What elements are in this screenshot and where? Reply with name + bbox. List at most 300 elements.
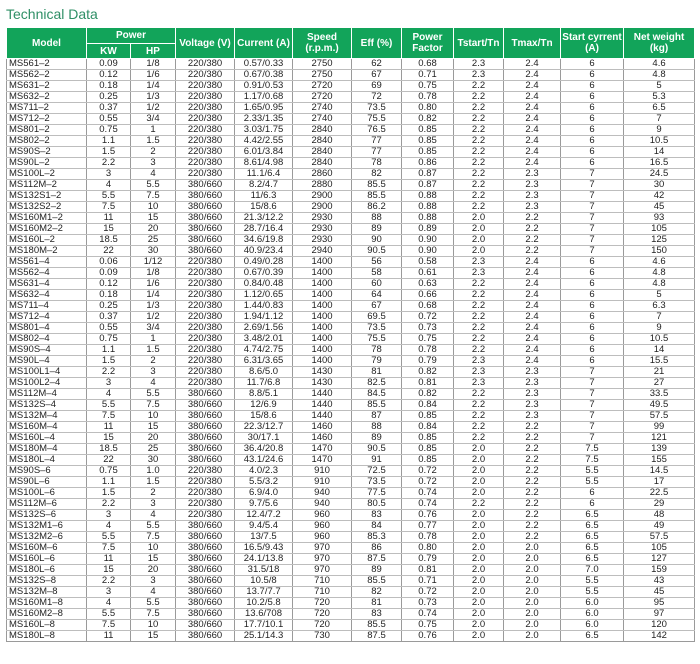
cell-current: 8.8/5.1 [235, 389, 293, 400]
cell-voltage: 380/660 [176, 620, 235, 631]
cell-tmax: 2.0 [504, 543, 561, 554]
cell-net-weight: 4.8 [624, 279, 695, 290]
cell-tstart: 2.0 [454, 609, 504, 620]
header-model: Model [7, 28, 87, 59]
cell-kw: 1.5 [87, 488, 131, 499]
cell-tmax: 2.4 [504, 103, 561, 114]
cell-tstart: 2.3 [454, 356, 504, 367]
cell-tstart: 2.0 [454, 477, 504, 488]
cell-speed: 1400 [293, 301, 352, 312]
table-row [7, 70, 695, 81]
cell-tstart: 2.0 [454, 631, 504, 642]
cell-net-weight: 6.3 [624, 301, 695, 312]
cell-model: MS631–2 [7, 81, 87, 92]
table-row [7, 543, 695, 554]
cell-eff: 90.5 [352, 246, 402, 257]
cell-model: MS132M1–6 [7, 521, 87, 532]
table-row [7, 587, 695, 598]
cell-current: 24.1/13.8 [235, 554, 293, 565]
cell-net-weight: 121 [624, 433, 695, 444]
cell-voltage: 380/660 [176, 598, 235, 609]
cell-kw: 2.2 [87, 576, 131, 587]
cell-tstart: 2.0 [454, 224, 504, 235]
cell-hp: 15 [131, 631, 176, 642]
cell-start-current: 7.0 [561, 565, 624, 576]
table-row [7, 158, 695, 169]
cell-power-factor: 0.73 [402, 323, 454, 334]
cell-power-factor: 0.88 [402, 191, 454, 202]
cell-kw: 11 [87, 631, 131, 642]
cell-tmax: 2.0 [504, 565, 561, 576]
cell-power-factor: 0.80 [402, 543, 454, 554]
cell-eff: 88 [352, 213, 402, 224]
cell-voltage: 380/660 [176, 389, 235, 400]
cell-tmax: 2.0 [504, 554, 561, 565]
cell-hp: 5.5 [131, 521, 176, 532]
table-row [7, 609, 695, 620]
cell-net-weight: 9 [624, 323, 695, 334]
cell-tstart: 2.2 [454, 114, 504, 125]
cell-tmax: 2.4 [504, 356, 561, 367]
cell-net-weight: 125 [624, 235, 695, 246]
cell-power-factor: 0.79 [402, 356, 454, 367]
cell-power-factor: 0.84 [402, 422, 454, 433]
cell-eff: 87.5 [352, 554, 402, 565]
cell-tstart: 2.2 [454, 180, 504, 191]
cell-tstart: 2.2 [454, 147, 504, 158]
cell-hp: 20 [131, 433, 176, 444]
cell-model: MS132S–4 [7, 400, 87, 411]
cell-speed: 2900 [293, 191, 352, 202]
cell-start-current: 6 [561, 158, 624, 169]
cell-current: 12/6.9 [235, 400, 293, 411]
cell-hp: 3/4 [131, 114, 176, 125]
cell-eff: 87.5 [352, 631, 402, 642]
cell-model: MS100L–6 [7, 488, 87, 499]
cell-tmax: 2.0 [504, 631, 561, 642]
table-row [7, 466, 695, 477]
cell-eff: 73.5 [352, 323, 402, 334]
cell-hp: 2 [131, 488, 176, 499]
cell-kw: 1.1 [87, 136, 131, 147]
cell-model: MS801–4 [7, 323, 87, 334]
cell-tmax: 2.3 [504, 411, 561, 422]
cell-net-weight: 10.5 [624, 334, 695, 345]
cell-model: MS112M–4 [7, 389, 87, 400]
cell-speed: 940 [293, 499, 352, 510]
cell-model: MS160M–4 [7, 422, 87, 433]
cell-model: MS132M–4 [7, 411, 87, 422]
cell-tstart: 2.2 [454, 169, 504, 180]
cell-power-factor: 0.85 [402, 125, 454, 136]
cell-start-current: 5.5 [561, 477, 624, 488]
cell-power-factor: 0.76 [402, 510, 454, 521]
table-row [7, 202, 695, 213]
cell-model: MS561–2 [7, 59, 87, 70]
cell-current: 10.5/8 [235, 576, 293, 587]
cell-voltage: 220/380 [176, 257, 235, 268]
cell-hp: 3/4 [131, 323, 176, 334]
cell-tstart: 2.2 [454, 81, 504, 92]
cell-hp: 3 [131, 499, 176, 510]
cell-voltage: 220/380 [176, 356, 235, 367]
header-power-factor: Power Factor [402, 28, 454, 59]
cell-eff: 69.5 [352, 312, 402, 323]
cell-voltage: 380/660 [176, 587, 235, 598]
cell-start-current: 7 [561, 213, 624, 224]
page-title: Technical Data [6, 6, 98, 22]
cell-model: MS160M2–8 [7, 609, 87, 620]
cell-voltage: 380/660 [176, 191, 235, 202]
cell-start-current: 6 [561, 257, 624, 268]
cell-kw: 0.09 [87, 59, 131, 70]
cell-tmax: 2.4 [504, 125, 561, 136]
cell-tstart: 2.0 [454, 510, 504, 521]
cell-tstart: 2.2 [454, 279, 504, 290]
cell-current: 8.6/5.0 [235, 367, 293, 378]
cell-net-weight: 48 [624, 510, 695, 521]
cell-hp: 1 [131, 125, 176, 136]
cell-eff: 64 [352, 290, 402, 301]
cell-power-factor: 0.76 [402, 631, 454, 642]
cell-start-current: 6.0 [561, 620, 624, 631]
cell-kw: 3 [87, 510, 131, 521]
cell-speed: 720 [293, 609, 352, 620]
cell-model: MS160L–8 [7, 620, 87, 631]
cell-power-factor: 0.90 [402, 246, 454, 257]
table-row [7, 400, 695, 411]
cell-start-current: 6.5 [561, 532, 624, 543]
cell-net-weight: 5.3 [624, 92, 695, 103]
cell-kw: 2.2 [87, 499, 131, 510]
cell-kw: 4 [87, 598, 131, 609]
cell-start-current: 6 [561, 356, 624, 367]
cell-kw: 15 [87, 565, 131, 576]
cell-eff: 69 [352, 81, 402, 92]
cell-kw: 0.12 [87, 279, 131, 290]
cell-net-weight: 42 [624, 191, 695, 202]
cell-net-weight: 4.6 [624, 257, 695, 268]
cell-tmax: 2.4 [504, 136, 561, 147]
cell-voltage: 380/660 [176, 609, 235, 620]
cell-tmax: 2.2 [504, 488, 561, 499]
cell-hp: 3 [131, 576, 176, 587]
cell-current: 11/6.3 [235, 191, 293, 202]
table-row [7, 411, 695, 422]
cell-start-current: 6.0 [561, 598, 624, 609]
cell-tmax: 2.2 [504, 477, 561, 488]
cell-current: 6.01/3.84 [235, 147, 293, 158]
cell-model: MS632–2 [7, 92, 87, 103]
cell-current: 34.6/19.8 [235, 235, 293, 246]
cell-current: 22.3/12.7 [235, 422, 293, 433]
cell-speed: 960 [293, 510, 352, 521]
cell-net-weight: 105 [624, 543, 695, 554]
cell-current: 2.69/1.56 [235, 323, 293, 334]
header-eff: Eff (%) [352, 28, 402, 59]
cell-power-factor: 0.75 [402, 81, 454, 92]
cell-kw: 0.55 [87, 114, 131, 125]
cell-model: MS132S–6 [7, 510, 87, 521]
cell-eff: 56 [352, 257, 402, 268]
cell-tstart: 2.2 [454, 499, 504, 510]
cell-net-weight: 49.5 [624, 400, 695, 411]
cell-hp: 20 [131, 224, 176, 235]
header-power: Power [87, 28, 176, 44]
cell-tmax: 2.4 [504, 312, 561, 323]
cell-power-factor: 0.82 [402, 367, 454, 378]
cell-kw: 0.55 [87, 323, 131, 334]
technical-data-table [6, 27, 695, 642]
cell-kw: 5.5 [87, 609, 131, 620]
cell-power-factor: 0.71 [402, 576, 454, 587]
cell-eff: 82 [352, 587, 402, 598]
cell-current: 16.5/9.43 [235, 543, 293, 554]
cell-tstart: 2.0 [454, 620, 504, 631]
header-speed: Speed (r.p.m.) [293, 28, 352, 59]
cell-eff: 86 [352, 543, 402, 554]
cell-current: 9.4/5.4 [235, 521, 293, 532]
cell-model: MS711–2 [7, 103, 87, 114]
cell-speed: 1400 [293, 323, 352, 334]
cell-hp: 1/2 [131, 312, 176, 323]
cell-power-factor: 0.66 [402, 290, 454, 301]
cell-voltage: 220/380 [176, 466, 235, 477]
cell-eff: 85.5 [352, 191, 402, 202]
cell-kw: 0.18 [87, 290, 131, 301]
cell-voltage: 220/380 [176, 334, 235, 345]
table-row [7, 444, 695, 455]
header-hp: HP [131, 44, 176, 59]
table-row [7, 103, 695, 114]
cell-power-factor: 0.87 [402, 180, 454, 191]
cell-tmax: 2.4 [504, 345, 561, 356]
cell-net-weight: 14 [624, 345, 695, 356]
cell-current: 1.12/0.65 [235, 290, 293, 301]
cell-voltage: 220/380 [176, 488, 235, 499]
cell-current: 8.2/4.7 [235, 180, 293, 191]
cell-speed: 2840 [293, 158, 352, 169]
cell-speed: 1440 [293, 411, 352, 422]
cell-net-weight: 139 [624, 444, 695, 455]
table-body [7, 59, 695, 642]
cell-kw: 11 [87, 422, 131, 433]
cell-current: 0.49/0.28 [235, 257, 293, 268]
table-row [7, 224, 695, 235]
cell-power-factor: 0.80 [402, 103, 454, 114]
cell-tstart: 2.0 [454, 235, 504, 246]
cell-current: 0.57/0.33 [235, 59, 293, 70]
cell-current: 1.44/0.83 [235, 301, 293, 312]
cell-tmax: 2.4 [504, 70, 561, 81]
cell-tstart: 2.0 [454, 521, 504, 532]
cell-power-factor: 0.75 [402, 620, 454, 631]
cell-net-weight: 22.5 [624, 488, 695, 499]
cell-model: MS180M–2 [7, 246, 87, 257]
cell-kw: 0.25 [87, 92, 131, 103]
cell-kw: 1.5 [87, 147, 131, 158]
cell-tmax: 2.2 [504, 433, 561, 444]
cell-eff: 67 [352, 301, 402, 312]
cell-speed: 2740 [293, 114, 352, 125]
table-row [7, 565, 695, 576]
cell-eff: 78 [352, 345, 402, 356]
header-start-current: Start cyrrent (A) [561, 28, 624, 59]
cell-kw: 1.5 [87, 356, 131, 367]
cell-tmax: 2.4 [504, 147, 561, 158]
cell-kw: 22 [87, 246, 131, 257]
cell-power-factor: 0.77 [402, 521, 454, 532]
cell-hp: 7.5 [131, 400, 176, 411]
table-row [7, 554, 695, 565]
cell-tstart: 2.2 [454, 290, 504, 301]
cell-speed: 710 [293, 576, 352, 587]
cell-tstart: 2.2 [454, 92, 504, 103]
cell-kw: 0.75 [87, 466, 131, 477]
cell-kw: 15 [87, 224, 131, 235]
cell-net-weight: 105 [624, 224, 695, 235]
cell-tstart: 2.0 [454, 543, 504, 554]
cell-eff: 58 [352, 268, 402, 279]
cell-model: MS631–4 [7, 279, 87, 290]
cell-speed: 1460 [293, 433, 352, 444]
cell-speed: 960 [293, 532, 352, 543]
cell-hp: 1.5 [131, 477, 176, 488]
cell-power-factor: 0.85 [402, 444, 454, 455]
cell-tmax: 2.2 [504, 422, 561, 433]
cell-net-weight: 5 [624, 290, 695, 301]
cell-net-weight: 45 [624, 587, 695, 598]
cell-tmax: 2.3 [504, 202, 561, 213]
cell-tmax: 2.4 [504, 257, 561, 268]
cell-start-current: 7 [561, 224, 624, 235]
cell-current: 4.0/2.3 [235, 466, 293, 477]
cell-start-current: 7 [561, 246, 624, 257]
cell-hp: 7.5 [131, 609, 176, 620]
cell-speed: 710 [293, 587, 352, 598]
cell-tstart: 2.2 [454, 202, 504, 213]
table-row [7, 576, 695, 587]
cell-voltage: 220/380 [176, 312, 235, 323]
cell-eff: 86.2 [352, 202, 402, 213]
cell-eff: 79 [352, 356, 402, 367]
cell-tmax: 2.4 [504, 268, 561, 279]
cell-hp: 1/3 [131, 301, 176, 312]
cell-tmax: 2.4 [504, 158, 561, 169]
cell-model: MS561–4 [7, 257, 87, 268]
cell-power-factor: 0.78 [402, 92, 454, 103]
cell-model: MS160L–6 [7, 554, 87, 565]
cell-hp: 30 [131, 246, 176, 257]
cell-net-weight: 43 [624, 576, 695, 587]
cell-voltage: 220/380 [176, 323, 235, 334]
table-row [7, 191, 695, 202]
table-row [7, 345, 695, 356]
table-row [7, 532, 695, 543]
cell-tstart: 2.0 [454, 213, 504, 224]
cell-kw: 0.37 [87, 103, 131, 114]
cell-power-factor: 0.78 [402, 345, 454, 356]
table-row [7, 279, 695, 290]
cell-voltage: 220/380 [176, 125, 235, 136]
cell-voltage: 220/380 [176, 70, 235, 81]
cell-tstart: 2.2 [454, 312, 504, 323]
cell-voltage: 380/660 [176, 631, 235, 642]
cell-hp: 20 [131, 565, 176, 576]
cell-voltage: 220/380 [176, 499, 235, 510]
cell-hp: 15 [131, 422, 176, 433]
cell-eff: 85.5 [352, 576, 402, 587]
cell-net-weight: 29 [624, 499, 695, 510]
cell-kw: 18.5 [87, 235, 131, 246]
cell-kw: 0.09 [87, 268, 131, 279]
cell-net-weight: 159 [624, 565, 695, 576]
header-tstart: Tstart/Tn [454, 28, 504, 59]
cell-hp: 25 [131, 235, 176, 246]
cell-eff: 76.5 [352, 125, 402, 136]
cell-net-weight: 93 [624, 213, 695, 224]
cell-kw: 0.12 [87, 70, 131, 81]
cell-power-factor: 0.78 [402, 532, 454, 543]
cell-model: MS90S–2 [7, 147, 87, 158]
cell-model: MS100L1–4 [7, 367, 87, 378]
cell-model: MS160M2–2 [7, 224, 87, 235]
cell-power-factor: 0.86 [402, 158, 454, 169]
cell-voltage: 220/380 [176, 169, 235, 180]
cell-tstart: 2.0 [454, 444, 504, 455]
table-row [7, 598, 695, 609]
cell-speed: 970 [293, 565, 352, 576]
cell-start-current: 6.5 [561, 543, 624, 554]
cell-hp: 15 [131, 554, 176, 565]
cell-net-weight: 15.5 [624, 356, 695, 367]
cell-tmax: 2.2 [504, 521, 561, 532]
cell-voltage: 380/660 [176, 576, 235, 587]
cell-eff: 90 [352, 235, 402, 246]
cell-tmax: 2.2 [504, 246, 561, 257]
cell-eff: 83 [352, 510, 402, 521]
cell-eff: 60 [352, 279, 402, 290]
cell-current: 0.84/0.48 [235, 279, 293, 290]
cell-hp: 1/6 [131, 279, 176, 290]
cell-start-current: 5.5 [561, 587, 624, 598]
cell-start-current: 7 [561, 169, 624, 180]
table-row [7, 367, 695, 378]
cell-hp: 2 [131, 356, 176, 367]
cell-voltage: 220/380 [176, 477, 235, 488]
cell-power-factor: 0.85 [402, 411, 454, 422]
cell-net-weight: 9 [624, 125, 695, 136]
cell-voltage: 220/380 [176, 81, 235, 92]
table-row [7, 147, 695, 158]
table-row [7, 356, 695, 367]
cell-voltage: 380/660 [176, 455, 235, 466]
cell-hp: 1/8 [131, 59, 176, 70]
cell-eff: 88 [352, 422, 402, 433]
cell-kw: 18.5 [87, 444, 131, 455]
cell-current: 3.48/2.01 [235, 334, 293, 345]
cell-start-current: 7 [561, 389, 624, 400]
cell-net-weight: 27 [624, 378, 695, 389]
cell-eff: 77 [352, 136, 402, 147]
cell-eff: 67 [352, 70, 402, 81]
cell-tstart: 2.0 [454, 576, 504, 587]
cell-hp: 1.0 [131, 466, 176, 477]
cell-current: 11.7/6.8 [235, 378, 293, 389]
cell-tmax: 2.3 [504, 367, 561, 378]
cell-voltage: 380/660 [176, 444, 235, 455]
cell-kw: 0.75 [87, 334, 131, 345]
